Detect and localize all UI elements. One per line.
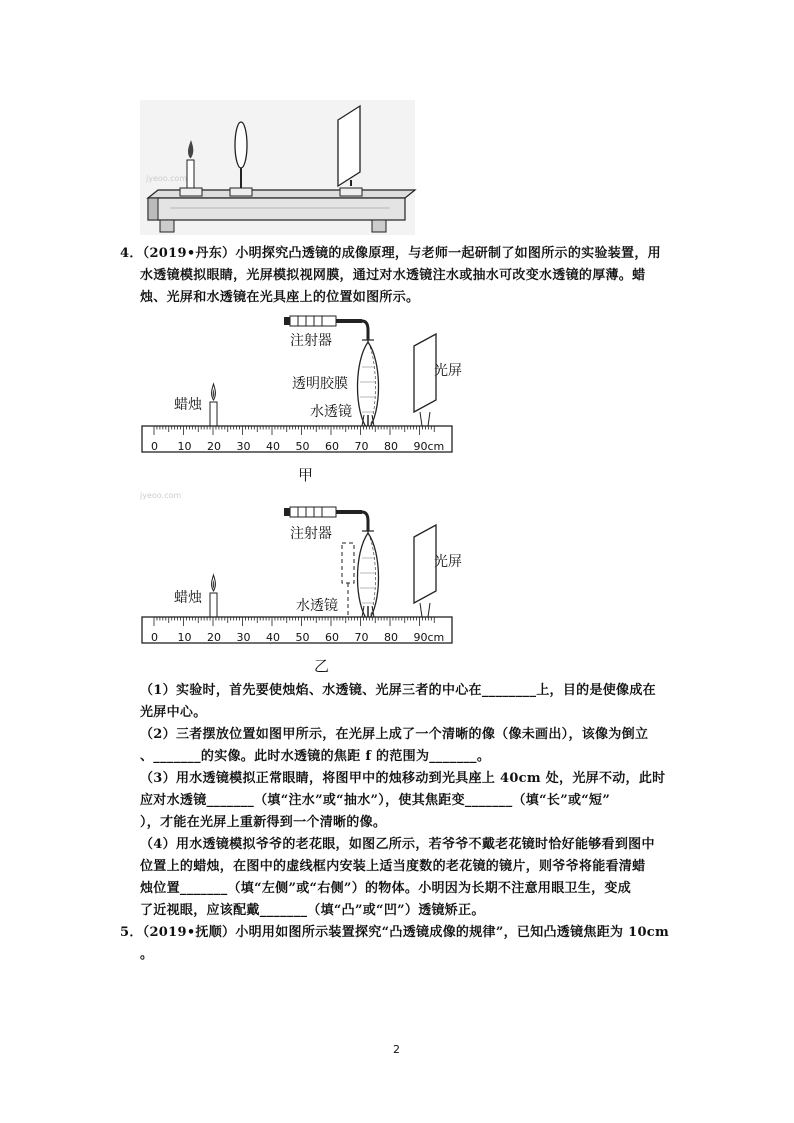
question-line: 了近视眼，应该配戴_______（填“凸”或“凹”）透镜矫正。 — [140, 903, 485, 918]
question-line: 位置上的蜡烛，在图中的虚线框内安装上适当度数的老花镜的镜片，则爷爷将能看清蜡 — [140, 859, 646, 874]
screen-label: 光屏 — [434, 363, 462, 379]
ruler-tick-label: 60 — [325, 631, 339, 644]
question-line: （3）用水透镜模拟正常眼睛，将图甲中的烛移动到光具座上 40cm 处，光屏不动，此时 — [140, 771, 666, 786]
figure-caption: 乙 — [314, 657, 330, 675]
ruler-tick-label: 10 — [177, 440, 192, 453]
syringe-label: 注射器 — [290, 333, 332, 349]
watermark: jyeoo.com — [146, 174, 188, 183]
ruler-tick-label: 0 — [151, 631, 158, 644]
ruler-tick-label: 60 — [325, 440, 339, 453]
ruler-tick-label: 10 — [177, 631, 192, 644]
lens-label: 水透镜 — [296, 598, 338, 614]
membrane-label: 透明胶膜 — [292, 376, 348, 392]
top-bench-figure — [140, 100, 415, 235]
candle-label: 蜡烛 — [174, 397, 202, 413]
ruler-tick-labels — [142, 631, 452, 645]
lens-label: 水透镜 — [310, 404, 352, 420]
ruler-tick-label: 20 — [207, 440, 221, 453]
ruler-tick-label: 90 — [413, 631, 428, 644]
q4-line2: 水透镜模拟眼睛，光屏模拟视网膜，通过对水透镜注水或抽水可改变水透镜的厚薄。蜡 — [140, 268, 646, 283]
screen-label: 光屏 — [434, 554, 462, 570]
q4-line1: 4．（2019•丹东）小明探究凸透镜的成像原理，与老师一起研制了如图所示的实验装置，用 — [120, 246, 661, 261]
question-line: 、_______的实像。此时水透镜的焦距 f 的范围为_______。 — [140, 749, 491, 764]
figure-yi — [140, 503, 470, 675]
syringe-label: 注射器 — [290, 526, 332, 542]
q4-line3: 烛、光屏和水透镜在光具座上的位置如图所示。 — [140, 290, 420, 305]
question-line: （1）实验时，首先要使烛焰、水透镜、光屏三者的中心在________上，目的是使像成在 — [140, 683, 656, 698]
question-line: （4）用水透镜模拟爷爷的老花眼，如图乙所示，若爷爷不戴老花镜时恰好能够看到图中 — [140, 837, 655, 852]
ruler-tick-label: 40 — [266, 631, 280, 644]
ruler-tick-label: 70 — [354, 631, 369, 644]
q4-sub-questions — [140, 680, 700, 922]
light-screen-icon — [414, 525, 436, 617]
candle-label: 蜡烛 — [174, 590, 202, 606]
ruler-tick-label: 20 — [207, 631, 221, 644]
ruler-tick-label: 70 — [354, 440, 369, 453]
water-lens-icon — [358, 533, 379, 621]
q5-line2: 。 — [140, 947, 154, 962]
question-line: 应对水透镜_______（填“注水”或“抽水”），使其焦距变_______（填“长”或“短” — [140, 793, 611, 808]
ruler-tick-label: 50 — [295, 440, 310, 453]
question-line: （2）三者摆放位置如图甲所示，在光屏上成了一个清晰的像（像未画出），该像为倒立 — [140, 727, 649, 742]
question-line: 光屏中心。 — [140, 705, 207, 720]
q5-line1: 5．（2019•抚顺）小明用如图所示装置探究“凸透镜成像的规律”，已知凸透镜焦距为 10cm — [120, 925, 670, 940]
ruler-unit: cm — [427, 440, 445, 453]
water-lens-icon — [358, 342, 379, 430]
ruler-tick-label: 30 — [236, 631, 251, 644]
figure-caption: 甲 — [298, 466, 314, 484]
ruler-tick-label: 0 — [151, 440, 158, 453]
ruler-tick-label: 50 — [295, 631, 310, 644]
question-line: ），才能在光屏上重新得到一个清晰的像。 — [140, 815, 387, 830]
candle-icon — [210, 384, 217, 426]
figure-jia — [140, 312, 470, 487]
ruler-tick-label: 90 — [413, 440, 428, 453]
page-number: 2 — [393, 1043, 400, 1056]
ruler-unit: cm — [427, 631, 445, 644]
ruler-tick-label: 80 — [384, 631, 398, 644]
dashed-frame — [342, 543, 354, 615]
ruler-tick-label: 30 — [236, 440, 251, 453]
light-screen-icon — [414, 334, 436, 426]
question-line: 烛位置_______（填“左侧”或“右侧”）的物体。小明因为长期不注意用眼卫生，变成 — [140, 881, 632, 896]
watermark: jyeoo.com — [140, 491, 182, 500]
candle-icon — [210, 575, 217, 617]
ruler-tick-labels — [142, 440, 452, 454]
ruler-tick-label: 80 — [384, 440, 398, 453]
ruler-tick-label: 40 — [266, 440, 280, 453]
